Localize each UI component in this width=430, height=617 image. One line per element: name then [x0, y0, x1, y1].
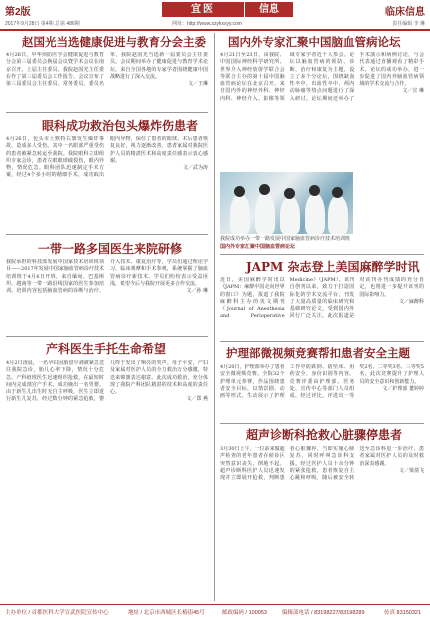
newspaper-logo: 宜医	[162, 2, 244, 17]
divider	[220, 423, 424, 424]
divider	[6, 234, 208, 235]
article-text-2: 4月26日，包头市土默特右旗发生爆炸事故，造成多人受伤。其中一名眼部严重受伤的患者被紧急转运至我院。我院眼科立即组织专家会诊，患者左眼眼球破裂伤，眼内异物，情况危急。眼科团队迅速制定手术方案，经过4个多小时的精细手术，成功取出眼内异物，保住了患者的眼球。术后患者恢复良好，视力逐渐改善，患者家属对我院医护人员的精湛医术和高度责任感表示衷心感谢。	[6, 136, 208, 179]
editor-name: 责任编辑 李 琳	[392, 21, 425, 27]
article-body-8	[220, 446, 424, 600]
article-text-8: 3月30日上午，一位前来做超声检查的老年患者在候诊区突然意识丧失、倒地不起。超声诊断科医护人员迅速发现并立即展开抢救，判断患者心脏骤停，当即实施心肺复苏，同时呼叫急诊科支援。经过医护人员十余分钟的紧张抢救，患者恢复自主心跳和呼吸，随后被安全转送至急诊科进一步治疗。患者家属对医护人员的及时救治深表感谢。	[220, 446, 424, 482]
article-body-6	[220, 277, 424, 337]
photo-caption-2: 国内外专家汇聚中国脑血管病论坛	[220, 244, 296, 250]
article-author-1: 文／王琳	[187, 81, 208, 88]
article-author-2: 文／武为涛	[182, 165, 208, 172]
article-title-1: 赵国光当选健康促进与教育分会主委	[22, 35, 206, 49]
article-body-2	[6, 136, 208, 232]
article-title-4: 产科医生手托生命希望	[46, 342, 167, 356]
article-text-6: 近日，美国麻醉学时讯以《JAPM：麻醉中国走向世界的窗口》为题，报道了我院麻醉科主办的英文期刊《Journal of Anesthesia and Perioperative Medicine》（JAPM）。该刊自创刊以来，致力于打造国际化的学术交流平台，刊发了大量高质量的临床研究和基础研究论文，受到国内外同行广泛关注。此次报道是对该刊办刊成绩的充分肯定，也将进一步提升该刊的国际影响力。	[220, 277, 424, 320]
footer-address: 地址 / 北京市西城区长椿街45号	[128, 610, 205, 616]
section-title: 临床信息	[385, 7, 425, 18]
divider	[6, 112, 208, 113]
article-body-1	[6, 52, 208, 110]
article-text-5: 4月21日至23日，由我院、中国国际神经科学研究所、世界介入神经放射学联合会等联合主办的第十届中国脑血管病论坛在北京召开。来自国内外的神经外科、神经内科、神经介入、影像等领域专家学者近千人参会。论坛以脑血管病的预防、诊断、治疗和康复为主题，设立了多个分论坛，围绕缺血性卒中、出血性卒中、颅内动脉瘤等热点问题进行了深入研讨。论坛期间还举办了手术演示和病例讨论，与会代表通过直播观看了精彩手术。论坛的成功举办，进一步促进了国内外脑血管病领域的学术交流与合作。	[220, 52, 424, 102]
photo-caption-1: 我院成功举办一带一路发展中国家脑血管病诊疗技术培训班	[220, 236, 351, 242]
article-text-3: 我院承担的科技部发展中国家技术培训班项目——2017年发展中国家脑血管病诊疗技术培训班于4月6日开班，来自缅甸、巴基斯坦、越南等一带一路沿线国家的医生参加培训。培训内容包括脑血管病的诊断与治疗、介入技术、康复治疗等，学员们通过理论学习、临床观摩和手术参观，系统掌握了脑血管病诊疗新技术。学员们纷纷表示受益匪浅，希望今后与我院开展更多合作交流。	[6, 259, 208, 295]
footer-fax: 传真 83150321	[384, 610, 421, 616]
article-title-6: JAPM 杂志登上美国麻醉学时讯	[246, 260, 420, 274]
website-url: 网址：http://www.szykxxyy.com	[172, 21, 242, 27]
article-body-3	[6, 259, 208, 333]
column-divider	[214, 33, 215, 601]
training-photo	[220, 172, 353, 234]
article-author-3: 文／孙 琳	[186, 288, 208, 295]
article-title-3: 一带一路多国医生来院研修	[38, 242, 183, 256]
header-rule	[0, 29, 430, 31]
page-number: 第2版	[5, 7, 31, 18]
article-text-1: 4月26日，中华预防医学会健康促进与教育分会第三届委员会换届会议暨学术会议在南京召开。上届主任委员、我院赵国光主任委在作了第三届委员会工作报告。会议宣布了第三届委员会主任委员、常务委员、委员名单，我院赵国光当选新一届委员会主任委员。会议期间举办了健康促进与教育学术论坛，来自全国各地的专家学者围绕健康中国战略进行了深入交流。	[6, 52, 208, 88]
article-text-7: 4月20日，护理部举办了患者安全微视频竞赛。全院32个护理单元参赛，作品围绕患者安全目标，以情景剧、动画等形式，生动展示了护理工作中防跌倒、防坠床、用药安全、身份识别等内容。竞赛评委由护理部、医务处、宣传中心等部门人员组成，经过评比，评选出一等奖2名、二等奖3名、三等奖5名。此次竞赛提升了护理人员的安全意识和创新能力。	[220, 364, 424, 400]
divider	[6, 336, 208, 337]
article-body-7	[220, 364, 424, 420]
article-text-4: 4月2日凌晨，一名孕妇因胎盘早剥被紧急送往我院急诊，胎儿心率下降，情况十分危急。产科值班医生迅速组织抢救，在最短时间内完成剖宫产手术，成功娩出一名男婴。由于新生儿出生时无自主呼吸，医生立即进行新生儿复苏，经过数分钟的紧急抢救，婴儿终于发出了响亮的哭声。母子平安，产妇及家属对医护人员的全力救治万分感激，特送来锦旗表达谢意。此次成功救治，充分体现了我院产科团队精湛的技术和高度的责任心。	[6, 360, 208, 403]
article-author-8: 文／梁倩飞	[398, 467, 424, 474]
article-author-7: 文／护理部 董婷婷	[382, 385, 424, 392]
newspaper-logo-secondary: 信息	[245, 2, 293, 17]
divider	[220, 254, 424, 255]
divider	[220, 341, 424, 342]
issue-info	[0, 19, 430, 29]
footer-publisher: 主办单位 / 首都医科大学宣武医院宣传中心	[5, 610, 109, 616]
page-footer	[0, 604, 430, 617]
article-title-8: 超声诊断科抢救心脏骤停患者	[246, 428, 403, 442]
article-title-2: 眼科成功救治包头爆炸伤患者	[42, 119, 199, 133]
article-author-6: 文／麻醉科	[398, 298, 424, 305]
article-body-4	[6, 360, 208, 600]
article-author-5: 文／宣 琳	[402, 88, 424, 95]
article-author-4: 文／郑 燕	[186, 396, 208, 403]
article-title-5: 国内外专家汇聚中国脑血管病论坛	[228, 35, 401, 49]
issue-date: 2017年9月28日 第4期 总第 486期	[5, 21, 80, 27]
footer-zip: 邮政编码 / 100053	[222, 610, 267, 616]
article-title-7: 护理部微视频竞赛帮扣患者安全主题	[226, 346, 410, 360]
footer-phone: 编辑部电话 / 83198227/83198289	[282, 610, 365, 616]
